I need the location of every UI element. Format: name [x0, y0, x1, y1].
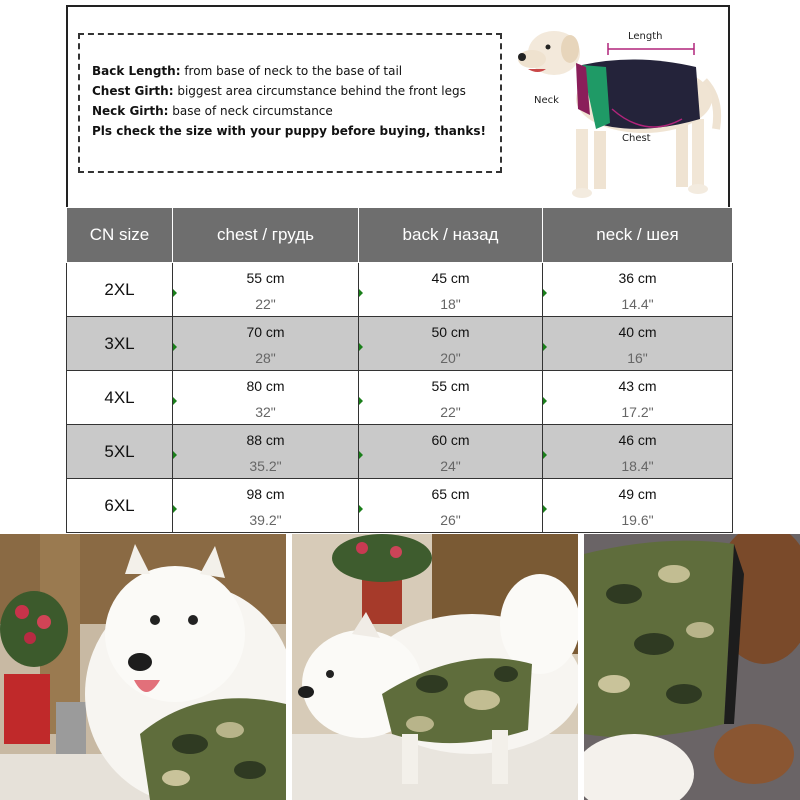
- table-row: [67, 263, 733, 317]
- table-row: [67, 317, 733, 371]
- table-row: [67, 425, 733, 479]
- neck-cell: 49 cm 19.6": [543, 479, 733, 533]
- dog-photo-front: [0, 534, 286, 800]
- tick-mark: [543, 451, 547, 459]
- samoyed-tail: [500, 574, 578, 674]
- chest-cell: 55 cm 22": [173, 263, 359, 317]
- back-cell: 55 cm 22": [359, 371, 543, 425]
- tick-mark: [173, 451, 177, 459]
- neck-cell: 43 cm 17.2": [543, 371, 733, 425]
- dog-photo-closeup: [584, 534, 800, 800]
- size-cell: 3XL: [67, 317, 173, 371]
- tick-mark: [543, 343, 547, 351]
- tick-mark: [543, 397, 547, 405]
- size-table: [66, 207, 733, 533]
- chest-girth-line: Chest Girth: biggest area circumstance behind the front legs: [92, 84, 466, 98]
- dog-photo-side: [292, 534, 578, 800]
- neck-cell: 40 cm 16": [543, 317, 733, 371]
- dog-nose: [518, 53, 526, 61]
- chest-label: Chest: [622, 133, 651, 144]
- samoyed-nose: [298, 686, 314, 698]
- chest-cell: 70 cm 28": [173, 317, 359, 371]
- flowers: [332, 534, 432, 582]
- flower-pot: [4, 674, 50, 744]
- neck-label: Neck: [534, 95, 559, 106]
- table-row: [67, 371, 733, 425]
- trash-can: [56, 702, 86, 754]
- check-size-note: Pls check the size with your puppy before buying, thanks!: [92, 124, 487, 138]
- tick-mark: [359, 505, 363, 513]
- samoyed-head: [105, 566, 245, 702]
- size-cell: 5XL: [67, 425, 173, 479]
- header-size: CN size: [67, 208, 173, 263]
- back-cell: 50 cm 20": [359, 317, 543, 371]
- size-cell: 2XL: [67, 263, 173, 317]
- table-header-row: [67, 208, 733, 263]
- tick-mark: [173, 505, 177, 513]
- chest-cell: 80 cm 32": [173, 371, 359, 425]
- dog-ear: [561, 35, 579, 63]
- tick-mark: [359, 397, 363, 405]
- length-label: Length: [628, 31, 663, 42]
- header-neck: neck / шея: [543, 208, 733, 263]
- hind-leg: [676, 119, 688, 187]
- flowers: [0, 591, 68, 667]
- chest-cell: 88 cm 35.2": [173, 425, 359, 479]
- header-back: back / назад: [359, 208, 543, 263]
- front-leg-2: [594, 131, 606, 189]
- dog-measurement-illustration: [516, 19, 726, 204]
- back-cell: 65 cm 26": [359, 479, 543, 533]
- back-length-line: Back Length: from base of neck to the base of tail: [92, 64, 403, 78]
- chest-cell: 98 cm 39.2": [173, 479, 359, 533]
- tick-mark: [173, 289, 177, 297]
- product-photos: [0, 534, 800, 800]
- tick-mark: [173, 343, 177, 351]
- table-row: [67, 479, 733, 533]
- neck-cell: 36 cm 14.4": [543, 263, 733, 317]
- back-cell: 60 cm 24": [359, 425, 543, 479]
- tick-mark: [359, 343, 363, 351]
- back-cell: 45 cm 18": [359, 263, 543, 317]
- tick-mark: [173, 397, 177, 405]
- tick-mark: [359, 451, 363, 459]
- samoyed-nose: [128, 653, 152, 671]
- measurement-instructions: [78, 33, 502, 173]
- tick-mark: [359, 289, 363, 297]
- neck-girth-line: Neck Girth: base of neck circumstance: [92, 104, 333, 118]
- size-cell: 6XL: [67, 479, 173, 533]
- hind-leg-2: [692, 119, 704, 185]
- tick-mark: [543, 289, 547, 297]
- tick-mark: [543, 505, 547, 513]
- neck-cell: 46 cm 18.4": [543, 425, 733, 479]
- size-cell: 4XL: [67, 371, 173, 425]
- size-guide-panel: [66, 5, 730, 207]
- header-chest: chest / грудь: [173, 208, 359, 263]
- front-leg: [576, 129, 588, 191]
